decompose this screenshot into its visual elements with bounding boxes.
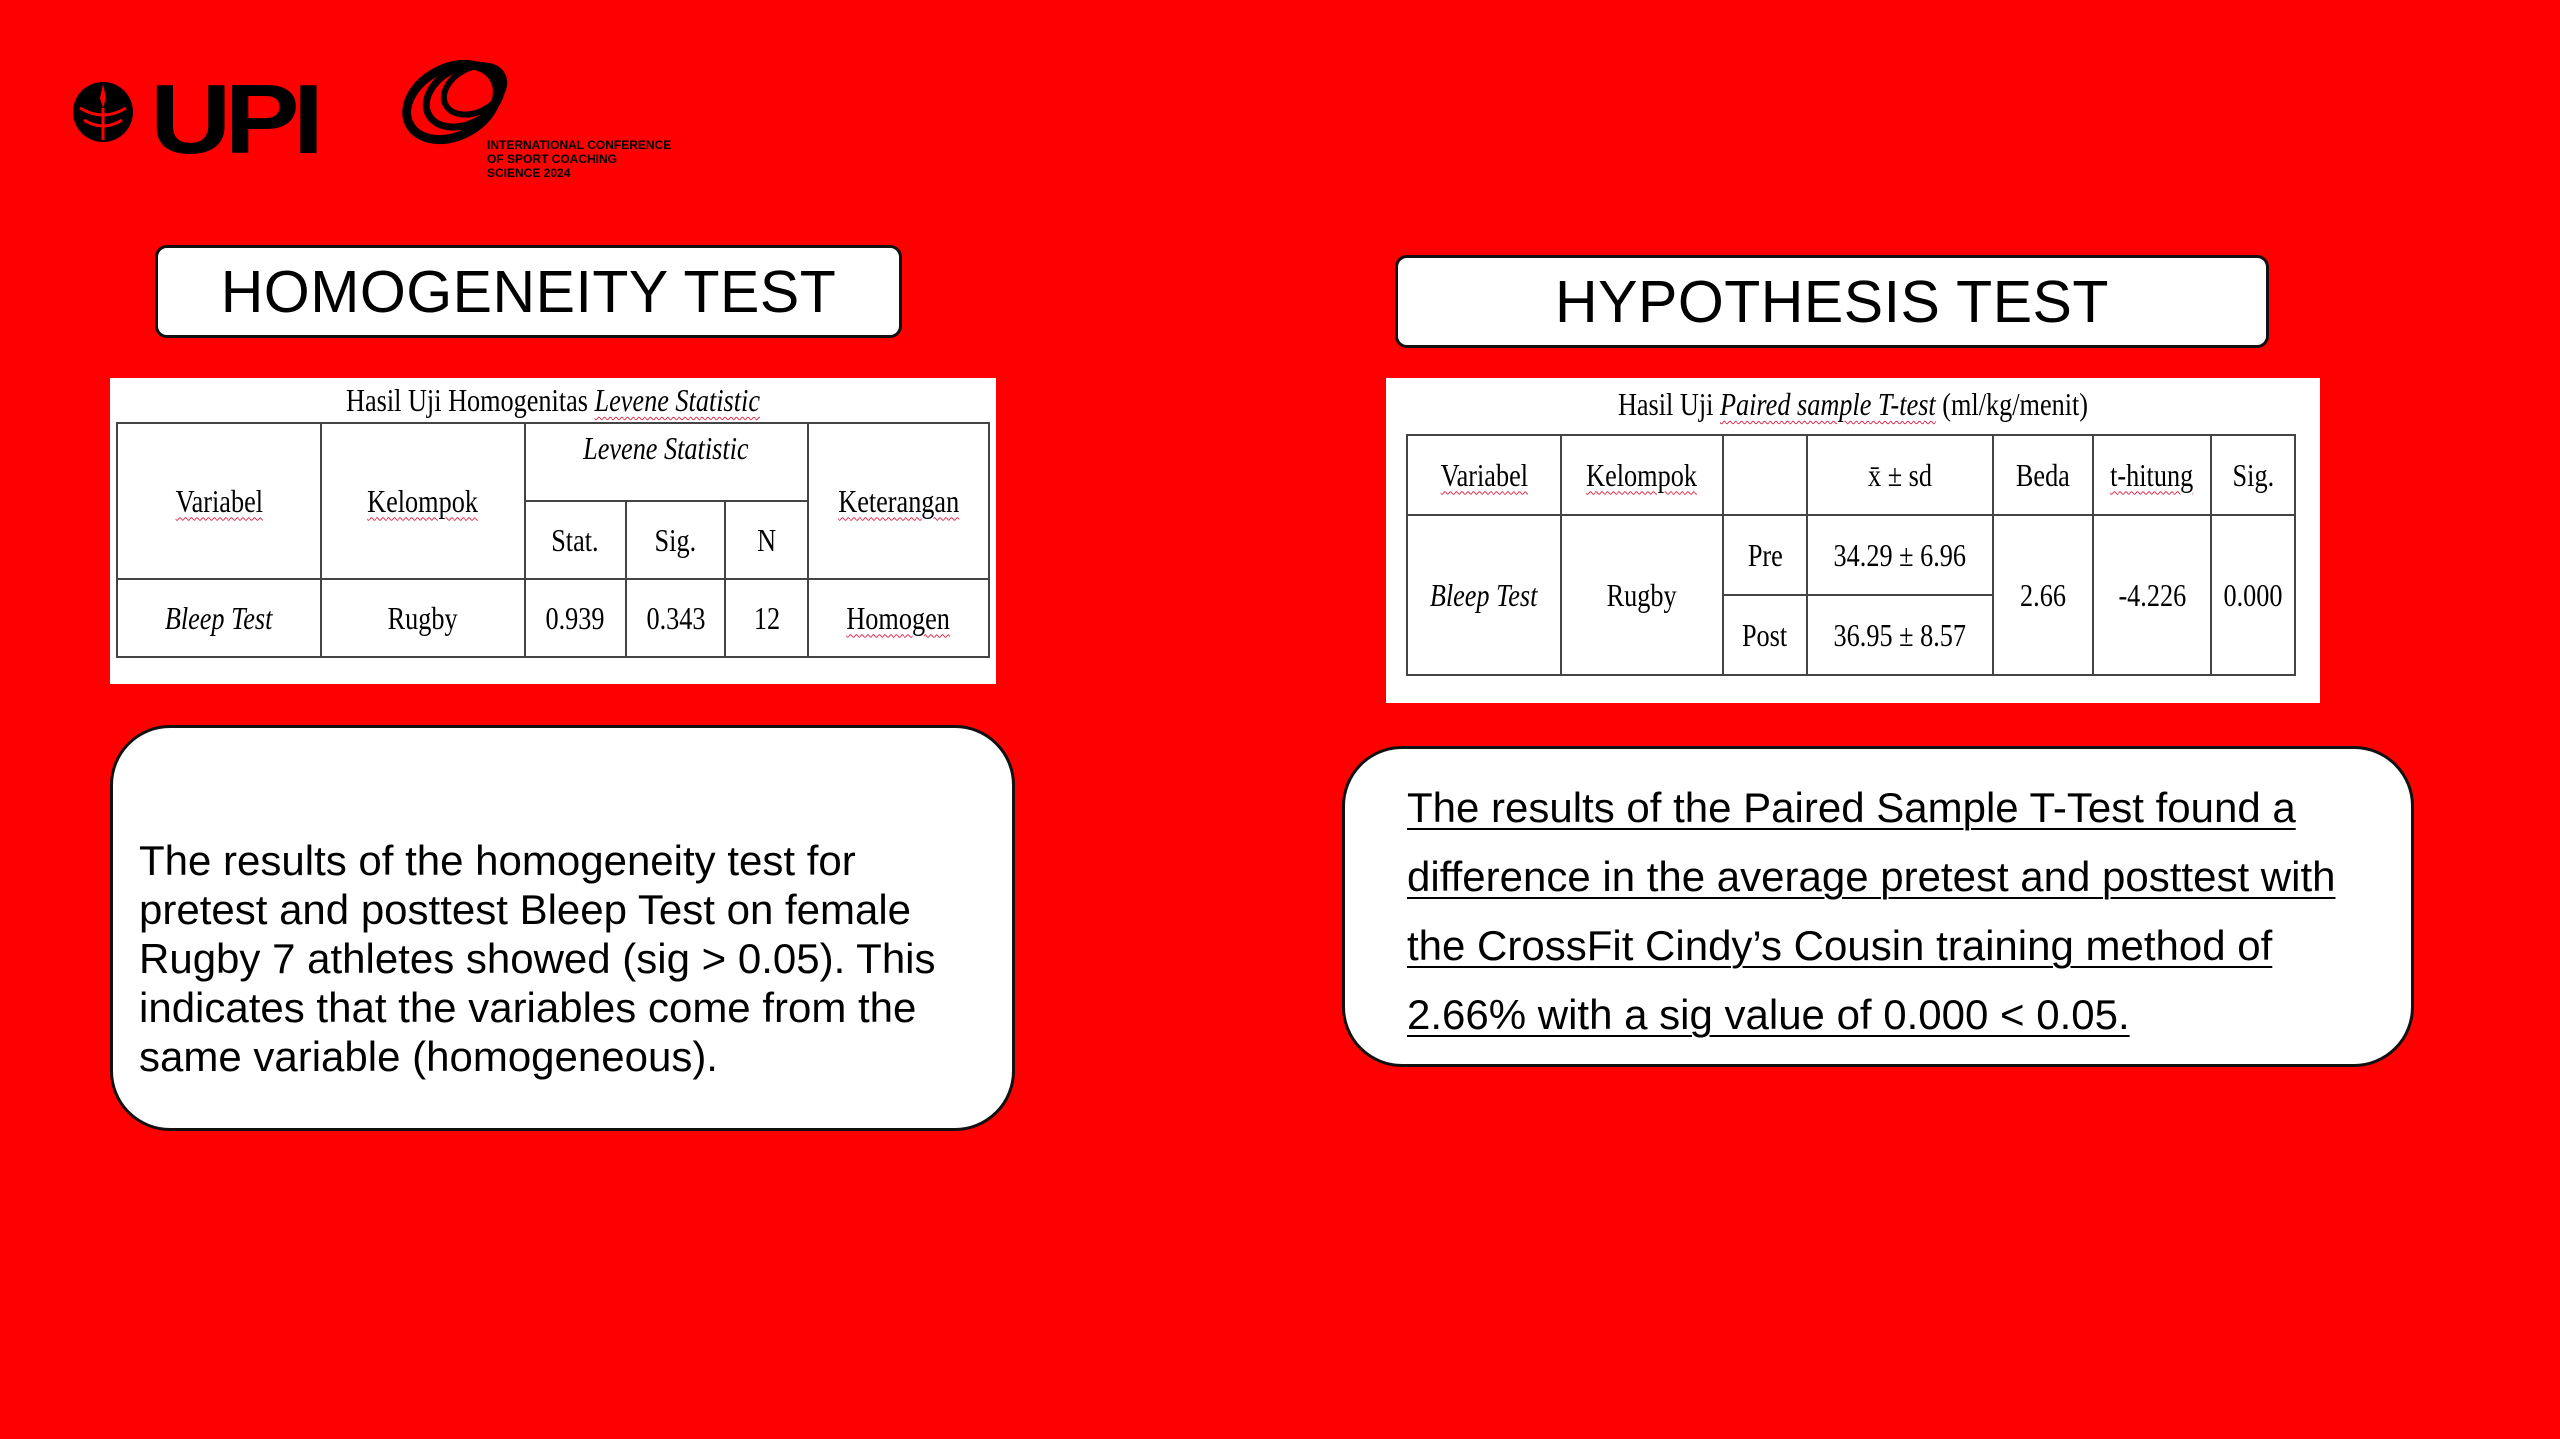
header-beda: Beda: [2016, 456, 2070, 493]
hypothesis-table-caption: Hasil Uji Paired sample T-test (ml/kg/menit): [1617, 386, 2089, 422]
cell-variabel: Bleep Test: [165, 599, 273, 636]
cell-kelompok: Rugby: [1607, 576, 1677, 613]
header-stat: Stat.: [551, 521, 599, 558]
header-t-hitung: t-hitung: [2110, 456, 2194, 493]
cell-stat: 0.939: [545, 599, 605, 636]
header-sig: Sig.: [2232, 456, 2274, 493]
homogeneity-table-panel: [110, 378, 996, 684]
upi-emblem-icon: [70, 78, 136, 144]
cell-pre-value: 34.29 ± 6.96: [1833, 536, 1967, 573]
header-variabel: Variabel: [1440, 456, 1528, 493]
hypothesis-table-panel: [1386, 378, 2320, 703]
cell-post-label: Post: [1742, 616, 1788, 653]
upi-logo-text: UPI: [150, 64, 318, 174]
hypothesis-summary-text: The results of the Paired Sample T-Test found a difference in the average pretest and posttest with the CrossFit Cindy’s Cousin training method of 2.66% with a sig value of 0.000 < 0.05.: [1407, 784, 2336, 1038]
cell-beda: 2.66: [2020, 576, 2066, 613]
header-variabel: Variabel: [175, 482, 263, 519]
header-levene: Levene Statistic: [583, 430, 749, 466]
cell-t-hitung: -4.226: [2118, 576, 2186, 613]
homogeneity-summary-text: The results of the homogeneity test for pretest and posttest Bleep Test on female Rugby 7 athletes showed (sig > 0.05). This indicates that the variables come from the same variable (homogeneous).: [139, 837, 936, 1080]
header-sig: Sig.: [654, 521, 697, 558]
cell-post-value: 36.95 ± 8.57: [1833, 616, 1967, 653]
cell-kelompok: Rugby: [387, 599, 458, 636]
header-keterangan: Keterangan: [838, 482, 959, 519]
header-kelompok: Kelompok: [1586, 456, 1698, 493]
header-mean-sd: x̄ ± sd: [1868, 456, 1932, 493]
hypothesis-summary-box: [1342, 746, 2414, 1067]
cell-sig: 0.000: [2223, 576, 2283, 613]
cell-sig: 0.343: [646, 599, 706, 636]
cell-variabel: Bleep Test: [1430, 576, 1538, 613]
table-row: [1407, 515, 2295, 595]
header-n: N: [757, 521, 777, 558]
header-kelompok: Kelompok: [367, 482, 479, 519]
cell-pre-label: Pre: [1747, 536, 1783, 573]
homogeneity-table-caption: Hasil Uji Homogenitas Levene Statistic: [346, 382, 760, 418]
hypothesis-table: [1406, 434, 2296, 676]
cell-n: 12: [753, 599, 780, 636]
conference-logo-text: INTERNATIONAL CONFERENCE OF SPORT COACHING SCIENCE 2024: [487, 138, 672, 180]
homogeneity-table: [116, 422, 990, 658]
cell-keterangan: Homogen: [846, 599, 951, 636]
hypothesis-title: HYPOTHESIS TEST: [1395, 255, 2269, 348]
homogeneity-summary-box: [110, 725, 1015, 1131]
homogeneity-title: HOMOGENEITY TEST: [155, 245, 902, 338]
table-row: [117, 579, 989, 657]
